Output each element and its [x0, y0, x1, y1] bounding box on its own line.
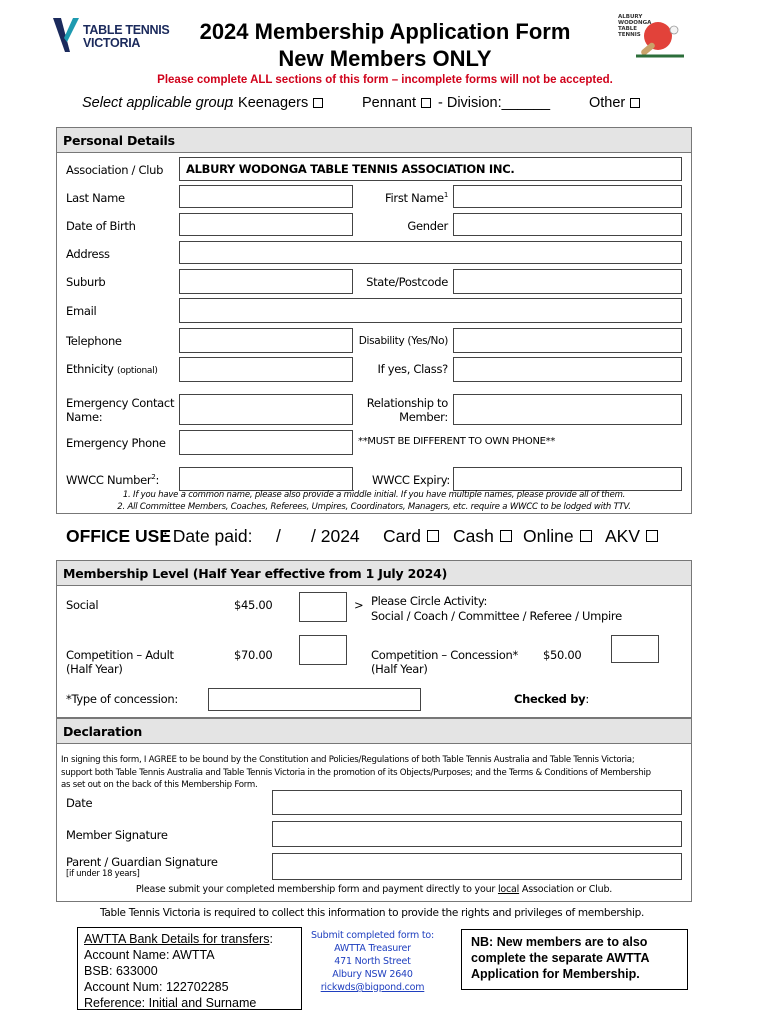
bank-title-colon: : [269, 932, 273, 946]
wwcc-colon: : [155, 473, 160, 487]
title-line2: New Members ONLY [278, 46, 492, 71]
group-prefix: Select applicable group [82, 95, 233, 111]
relationship-label [340, 396, 448, 424]
member-signature-label: Member Signature [66, 828, 168, 842]
telephone-label: Telephone [66, 334, 122, 348]
must-be-different-note: **MUST BE DIFFERENT TO OWN PHONE** [358, 436, 556, 447]
under-18-note: [if under 18 years] [66, 869, 140, 879]
online-checkbox[interactable] [580, 530, 592, 542]
bsb: BSB: 633000 [84, 964, 158, 978]
other-label: Other [589, 95, 626, 111]
keenagers-label: : Keenagers [230, 95, 309, 111]
dob-label: Date of Birth [66, 219, 136, 233]
relationship-line2: Member: [399, 410, 448, 424]
address-label: Address [66, 247, 110, 261]
personal-details-heading: Personal Details [63, 133, 175, 148]
social-price: $45.00 [234, 598, 273, 612]
office-use-row [66, 526, 686, 548]
ethnicity-input[interactable] [179, 357, 353, 382]
submit-to-label: Submit completed form to: [310, 930, 435, 941]
relationship-input[interactable] [453, 394, 682, 425]
akv-checkbox[interactable] [646, 530, 658, 542]
wwcc-expiry-input[interactable] [453, 467, 682, 491]
nb-box [461, 929, 688, 990]
membership-header [56, 560, 692, 586]
city: Albury NSW 2640 [332, 969, 413, 980]
footnote-1: 1. If you have a common name, please also provide a middle initial. If you have multiple names, please provide all of them. [122, 490, 626, 500]
date-input[interactable] [272, 790, 682, 815]
submit-note-post: Association or Club. [521, 884, 613, 895]
association-field[interactable] [179, 157, 682, 181]
dob-input[interactable] [179, 213, 353, 236]
nb-text: NB: New members are to also complete the separate AWTTA Application for Membership. [471, 935, 650, 981]
declaration-heading: Declaration [63, 724, 143, 739]
card-checkbox[interactable] [427, 530, 439, 542]
type-concession-input[interactable] [208, 688, 421, 711]
disability-input[interactable] [453, 328, 682, 353]
telephone-input[interactable] [179, 328, 353, 353]
ttv-v-logo-icon [52, 16, 82, 54]
declaration-header [56, 718, 692, 744]
circle-activity-options[interactable]: Social / Coach / Committee / Referee / Umpire [371, 609, 622, 623]
social-arrow: > [354, 598, 364, 612]
comp-adult-checkbox-box[interactable] [299, 635, 347, 665]
account-number: Account Num: 122702285 [84, 980, 229, 994]
bank-title-text: AWTTA Bank Details for transfers [84, 932, 270, 946]
comp-concession-line1: Competition – Concession* [371, 648, 518, 662]
group-pennant[interactable] [362, 95, 431, 111]
wwcc-footnote-ref: 2 [151, 473, 156, 482]
keenagers-checkbox[interactable] [313, 98, 323, 108]
group-other[interactable] [589, 95, 640, 111]
type-concession-label: *Type of concession: [66, 692, 178, 706]
social-checkbox-box[interactable] [299, 592, 347, 622]
awtta-logo-text: ALBURY WODONGA TABLE TENNIS [618, 14, 652, 38]
disability-label: Disability (Yes/No) [358, 335, 448, 347]
bank-details-box [77, 927, 302, 1010]
first-name-label [360, 191, 448, 205]
ethnicity-label [66, 362, 158, 376]
declaration-line3: as set out on the back of this Membership Form. [61, 780, 258, 790]
emergency-contact-line1: Emergency Contact [66, 396, 175, 410]
card-label: Card [383, 526, 421, 546]
pennant-checkbox[interactable] [421, 98, 431, 108]
first-name-input[interactable] [453, 185, 682, 208]
email-label: Email [66, 304, 97, 318]
association-label: Association / Club [66, 163, 164, 177]
other-checkbox[interactable] [630, 98, 640, 108]
checked-by-label [514, 692, 589, 706]
office-cash[interactable] [453, 526, 512, 547]
wwcc-number-input[interactable] [179, 467, 353, 491]
title-line1: 2024 Membership Application Form [199, 19, 571, 44]
submit-to-block [300, 929, 445, 994]
comp-concession-label [371, 648, 518, 676]
last-name-input[interactable] [179, 185, 353, 208]
ttv-logo-line2: VICTORIA [83, 36, 141, 50]
office-card[interactable] [383, 526, 439, 547]
comp-concession-checkbox-box[interactable] [611, 635, 659, 663]
account-name: Account Name: AWTTA [84, 948, 215, 962]
state-postcode-label: State/Postcode [366, 275, 448, 289]
comp-concession-price: $50.00 [543, 648, 582, 662]
submit-note [0, 884, 748, 895]
date-paid-label: : Date paid: [163, 526, 253, 546]
parent-signature-label: Parent / Guardian Signature [66, 855, 218, 869]
submit-note-local: local [497, 884, 520, 895]
first-name-footnote-ref: 1 [443, 191, 448, 200]
treasurer: AWTTA Treasurer [334, 943, 411, 954]
personal-details-header [56, 127, 692, 153]
date-label: Date [66, 796, 93, 810]
emergency-contact-line2: Name: [66, 410, 103, 424]
suburb-input[interactable] [179, 269, 353, 294]
awtta-logo [612, 10, 684, 62]
first-name-text: First Name [385, 191, 444, 205]
class-input[interactable] [453, 357, 682, 382]
email-input[interactable] [179, 298, 682, 323]
last-name-label: Last Name [66, 191, 125, 205]
circle-activity-label: Please Circle Activity: [371, 594, 488, 608]
date-slash: / [276, 526, 281, 546]
comp-adult-price: $70.00 [234, 648, 273, 662]
ethnicity-text: Ethnicity [66, 362, 114, 376]
akv-label: AKV [605, 526, 641, 546]
reference: Reference: Initial and Surname [84, 996, 257, 1010]
bank-details-title [84, 931, 295, 947]
comp-adult-label [66, 648, 174, 676]
comp-adult-line2: (Half Year) [66, 662, 123, 676]
emergency-phone-label: Emergency Phone [66, 436, 166, 450]
office-akv[interactable] [605, 526, 658, 547]
parent-signature-input[interactable] [272, 853, 682, 880]
cash-label: Cash [453, 526, 494, 546]
online-label: Online [523, 526, 574, 546]
relationship-line1: Relationship to [366, 396, 448, 410]
address-input[interactable] [179, 241, 682, 264]
ttv-logo-line1: TABLE TENNIS [83, 23, 170, 37]
division-field[interactable]: - Division:______ [438, 95, 551, 111]
ttv-logo [52, 14, 172, 56]
association-value: ALBURY WODONGA TABLE TENNIS ASSOCIATION INC. [186, 162, 515, 176]
member-signature-input[interactable] [272, 821, 682, 847]
class-label: If yes, Class? [377, 362, 448, 376]
state-postcode-input[interactable] [453, 269, 682, 294]
ping-pong-paddle-icon [636, 16, 684, 60]
group-keenagers[interactable] [230, 95, 323, 111]
checked-by-text: Checked by [514, 692, 586, 706]
checked-by-colon: : [585, 692, 589, 706]
ethnicity-optional: (optional) [117, 366, 158, 376]
emergency-phone-input[interactable] [179, 430, 353, 455]
treasurer-email-link[interactable]: rickwds@bigpond.com [320, 982, 425, 993]
social-label: Social [66, 598, 99, 612]
submit-note-pre: Please submit your completed membership form and payment directly to your [135, 884, 496, 895]
cash-checkbox[interactable] [500, 530, 512, 542]
gender-input[interactable] [453, 213, 682, 236]
wwcc-expiry-label: WWCC Expiry: [372, 473, 450, 487]
emergency-contact-label [66, 396, 174, 424]
gender-label: Gender [407, 219, 448, 233]
emergency-contact-input[interactable] [179, 394, 353, 425]
office-online[interactable] [523, 526, 592, 547]
group-select-row [82, 95, 682, 113]
suburb-label: Suburb [66, 275, 106, 289]
footnote-2: 2. All Committee Members, Coaches, Referees, Umpires, Coordinators, Managers, etc. require a WWCC to be lodged with TTV. [117, 502, 631, 512]
declaration-line2: support both Table Tennis Australia and Table Tennis Victoria in the promotion of its Objects/Purposes; and the Terms & Conditions of Membership [61, 767, 651, 778]
wwcc-number-label [66, 473, 159, 487]
date-year: / 2024 [311, 526, 360, 546]
membership-heading: Membership Level (Half Year effective from 1 July 2024) [63, 566, 448, 581]
form-title [175, 18, 595, 72]
warning-text: Please complete ALL sections of this form – incomplete forms will not be accepted. [157, 74, 613, 86]
comp-concession-line2: (Half Year) [371, 662, 428, 676]
pennant-label: Pennant [362, 95, 417, 111]
wwcc-number-text: WWCC Number [66, 473, 152, 487]
privacy-note: Table Tennis Victoria is required to collect this information to provide the rights and privileges of membership. [100, 907, 644, 919]
declaration-text [61, 754, 691, 792]
office-use-label: OFFICE USE [66, 526, 172, 546]
comp-adult-line1: Competition – Adult [66, 648, 174, 662]
street: 471 North Street [334, 956, 411, 967]
declaration-line1: In signing this form, I AGREE to be bound by the Constitution and Policies/Regulations of both Table Tennis Australia and Table Tennis Victoria; [61, 755, 635, 765]
